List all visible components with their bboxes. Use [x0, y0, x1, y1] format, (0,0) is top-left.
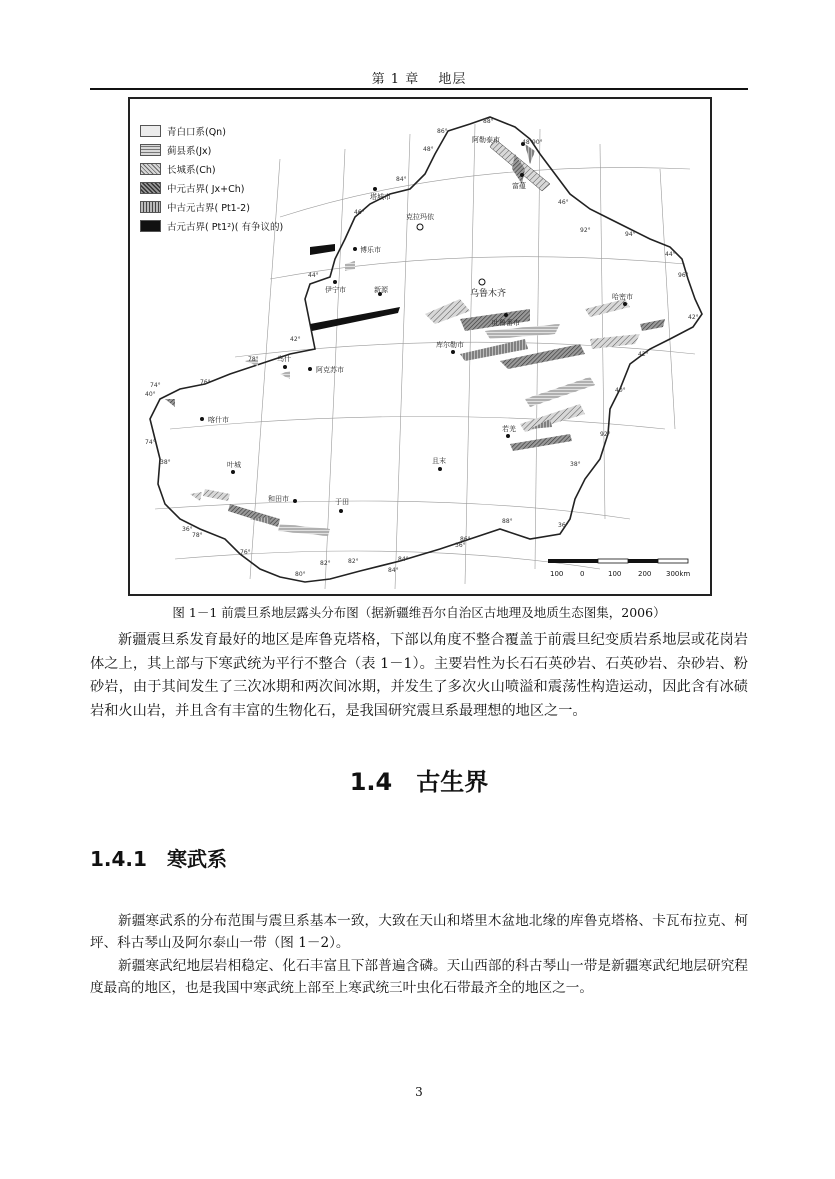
coordinate-label: 76°	[200, 379, 211, 386]
coordinate-label: 36°	[558, 522, 569, 529]
scale-label: 100	[608, 570, 622, 578]
city-label: 哈密市	[612, 293, 633, 301]
scale-label: 200	[638, 570, 652, 578]
subsection-title: 1.4.1 寒武系	[90, 847, 227, 871]
geologic-map-figure	[128, 97, 712, 596]
city-label: 克拉玛依	[406, 213, 434, 221]
city-label: 乌什	[277, 355, 291, 363]
scale-label: 0	[580, 570, 585, 578]
coordinate-label: 42°	[638, 351, 649, 358]
coordinate-label: 40°	[615, 387, 626, 394]
coordinate-label: 88°	[483, 118, 494, 125]
coordinate-label: 36°	[182, 526, 193, 533]
coordinate-label: 78°	[248, 356, 259, 363]
coordinate-label: 44°	[308, 272, 319, 279]
coordinate-label: 36°	[455, 542, 466, 549]
coordinate-label: 92°	[580, 227, 591, 234]
page-number: 3	[415, 1085, 423, 1099]
legend-label: 中元古界( Jx+Ch)	[167, 183, 245, 195]
coordinate-label: 86°	[460, 536, 471, 543]
coordinate-label: 84°	[398, 556, 409, 563]
legend-item	[140, 159, 283, 178]
coordinate-label: 80°	[295, 571, 306, 578]
legend-item	[140, 140, 283, 159]
legend-item	[140, 216, 283, 235]
coordinate-label: 94°	[625, 231, 636, 238]
body-paragraph: 新疆寒武纪地层岩相稳定、化石丰富且下部普遍含磷。天山西部的科古琴山一带是新疆寒武纪地层研究程度最高的地区，也是我国中寒武统上部至上寒武统三叶虫化石带最齐全的地区之一。	[90, 958, 748, 996]
scale-label: 100	[550, 570, 564, 578]
legend-item	[140, 178, 283, 197]
coordinate-label: 90°	[532, 139, 543, 146]
coordinate-label: 88°	[502, 518, 513, 525]
coordinate-label: 82°	[348, 558, 359, 565]
section-title: 1.4 古生界	[349, 768, 489, 796]
city-label: 富蕴	[512, 182, 526, 190]
figure-caption: 图 1－1 前震旦系地层露头分布图（据新疆维吾尔自治区古地理及地质生态图集，2006）	[172, 605, 666, 620]
city-label: 和田市	[268, 495, 289, 503]
coordinate-label: 96°	[678, 272, 689, 279]
coordinate-label: 74°	[145, 439, 156, 446]
legend-swatch-icon	[140, 220, 161, 232]
coordinate-label: 78°	[192, 532, 203, 539]
city-label: 乌鲁木齐	[470, 289, 507, 299]
legend-label: 古元古界( Pt1²)( 有争议的)	[167, 221, 284, 233]
running-header: 第 1 章 地层	[371, 72, 467, 87]
legend-swatch-icon	[140, 144, 161, 156]
legend-label: 蓟县系(Jx)	[167, 145, 212, 157]
legend-item	[140, 197, 283, 216]
city-label: 库尔勒市	[436, 341, 464, 349]
scale-label: 300km	[666, 570, 691, 578]
legend-swatch-icon	[140, 201, 161, 213]
legend-swatch-icon	[140, 182, 161, 194]
city-label: 吐鲁番市	[492, 319, 520, 327]
city-label: 叶城	[227, 461, 241, 469]
coordinate-label: 48°	[423, 146, 434, 153]
coordinate-label: 40°	[145, 391, 156, 398]
coordinate-label: 82°	[320, 560, 331, 567]
coordinate-label: 76°	[240, 549, 251, 556]
scale-bar	[548, 559, 690, 578]
coordinate-label: 84°	[396, 176, 407, 183]
coordinate-label: 92°	[600, 431, 611, 438]
city-label: 若羌	[502, 425, 516, 433]
body-paragraph: 新疆震旦系发育最好的地区是库鲁克塔格，下部以角度不整合覆盖于前震旦纪变质岩系地层或花岗岩体之上，其上部与下寒武统为平行不整合（表 1－1）。主要岩性为长石石英砂岩、石英砂岩、杂砂岩、粉砂岩，由于其间发生了三次冰期和两次间冰期，并发生了多次火山喷溢和震荡性构造运动，因此含有冰碛岩和火山岩，并且含有丰富的生物化石，是我国研究震旦系最理想的地区之一。	[90, 632, 748, 719]
city-label: 阿克苏市	[316, 366, 344, 374]
legend-label: 中古元古界( Pt1-2)	[167, 202, 250, 214]
coordinate-label: 38°	[570, 461, 581, 468]
coordinate-label: 74°	[150, 382, 161, 389]
coordinate-label: 44°	[665, 251, 676, 258]
city-label: 阿勒泰市	[472, 136, 500, 144]
legend-item	[140, 121, 283, 140]
city-label: 塔城市	[370, 193, 391, 201]
coordinate-label: 42°	[290, 336, 301, 343]
city-label: 喀什市	[208, 416, 229, 424]
legend-swatch-icon	[140, 163, 161, 175]
map-legend	[140, 121, 283, 235]
coordinate-label: 48°	[522, 139, 533, 146]
legend-swatch-icon	[140, 125, 161, 137]
city-label: 伊宁市	[325, 286, 346, 294]
legend-label: 长城系(Ch)	[167, 164, 216, 176]
coordinate-label: 84°	[388, 567, 399, 574]
city-label: 且末	[432, 457, 446, 465]
city-label: 于田	[335, 498, 349, 506]
coordinate-label: 42°	[688, 314, 699, 321]
coordinate-label: 86°	[437, 128, 448, 135]
body-paragraph: 新疆寒武系的分布范围与震旦系基本一致，大致在天山和塔里木盆地北缘的库鲁克塔格、卡瓦布拉克、柯坪、科古琴山及阿尔泰山一带（图 1－2）。	[90, 913, 748, 951]
header-rule	[90, 88, 748, 90]
city-label: 博乐市	[360, 246, 381, 254]
coordinate-label: 46°	[354, 209, 365, 216]
coordinate-label: 38°	[160, 459, 171, 466]
coordinate-label: 46°	[558, 199, 569, 206]
legend-label: 青白口系(Qn)	[167, 126, 226, 138]
city-label: 新源	[374, 286, 388, 294]
